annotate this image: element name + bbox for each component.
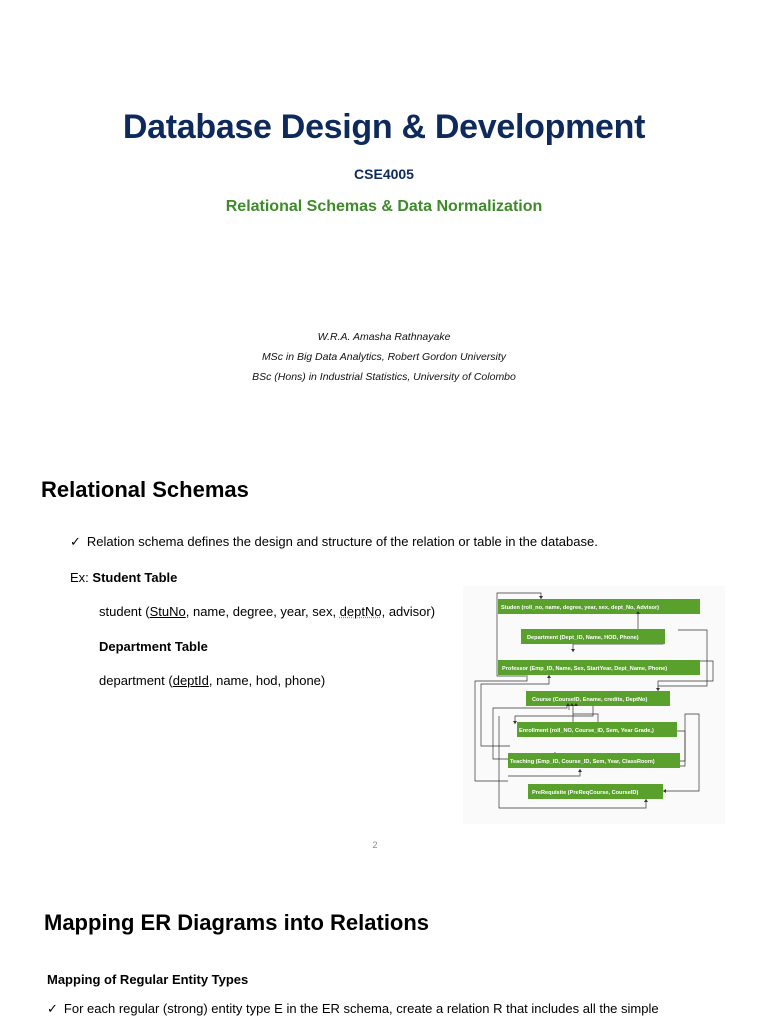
- student-table-label: Student Table: [92, 570, 178, 585]
- diagram-box-course-label: Course (CourseID, Ename, credits, DeptNo): [532, 697, 648, 703]
- presentation-title: Database Design & Development: [122, 108, 646, 146]
- checkmark-icon: ✓: [47, 1001, 58, 1016]
- relation-name: student: [99, 604, 142, 619]
- relation-name: department: [99, 673, 165, 688]
- author-degree-bsc: BSc (Hons) in Industrial Statistics, University of Colombo: [252, 371, 516, 383]
- mapping-subheading: Mapping of Regular Entity Types: [47, 972, 249, 987]
- diagram-box-student-label: Studen (roll_no, name, degree, year, sex, dept_No, Advisor): [501, 605, 660, 611]
- paren: (: [141, 604, 150, 619]
- author-degree-msc: MSc in Big Data Analytics, Robert Gordon University: [261, 351, 507, 363]
- attributes: , name, hod, phone): [208, 673, 326, 688]
- diagram-box-professor-label: Professor (Emp_ID, Name, Sex, StartYear, Dept_Name, Phone): [502, 666, 668, 672]
- department-table-label: [99, 639, 208, 654]
- diagram-box-teaching-label: Teaching (Emp_ID, Course_ID, Sem, Year, ClassRoom): [510, 759, 655, 765]
- diagram-box-enrollment-label: Enrollment (roll_NO, Course_ID, Sem, Year Grade,): [519, 728, 654, 734]
- department-schema: [99, 673, 325, 688]
- example-prefix: Ex:: [70, 570, 93, 585]
- example-student-label: [70, 570, 177, 585]
- relational-schemas-heading: Relational Schemas: [41, 477, 249, 502]
- paren: (: [164, 673, 173, 688]
- page-number: 2: [372, 840, 378, 850]
- diagram-box-department-label: Department (Dept_ID, Name, HOD, Phone): [527, 635, 639, 641]
- mapping-bullet: [47, 1001, 659, 1017]
- mapping-er-heading: Mapping ER Diagrams into Relations: [44, 910, 430, 935]
- department-table-label-text: Department Table: [99, 639, 208, 654]
- attributes: , name, degree, year, sex,: [185, 604, 340, 619]
- bullet-text: For each regular (strong) entity type E in the ER schema, create a relation R that includes all the simple: [63, 1001, 659, 1016]
- course-code: CSE4005: [354, 166, 414, 182]
- presentation-subtitle: Relational Schemas & Data Normalization: [225, 198, 543, 215]
- schema-definition-bullet: [70, 534, 598, 550]
- diagram-box-prerequisite-label: PreRequisite (PreReqCourse, CourseID): [532, 790, 639, 796]
- primary-key: deptId: [172, 673, 209, 688]
- primary-key: StuNo: [149, 604, 186, 619]
- attributes: , advisor): [381, 604, 436, 619]
- student-schema: [99, 604, 435, 619]
- bullet-text: Relation schema defines the design and structure of the relation or table in the database.: [86, 534, 598, 549]
- checkmark-icon: ✓: [70, 534, 81, 549]
- schema-diagram: [463, 586, 725, 824]
- foreign-key: deptNo: [339, 604, 382, 619]
- author-name: W.R.A. Amasha Rathnayake: [317, 331, 451, 343]
